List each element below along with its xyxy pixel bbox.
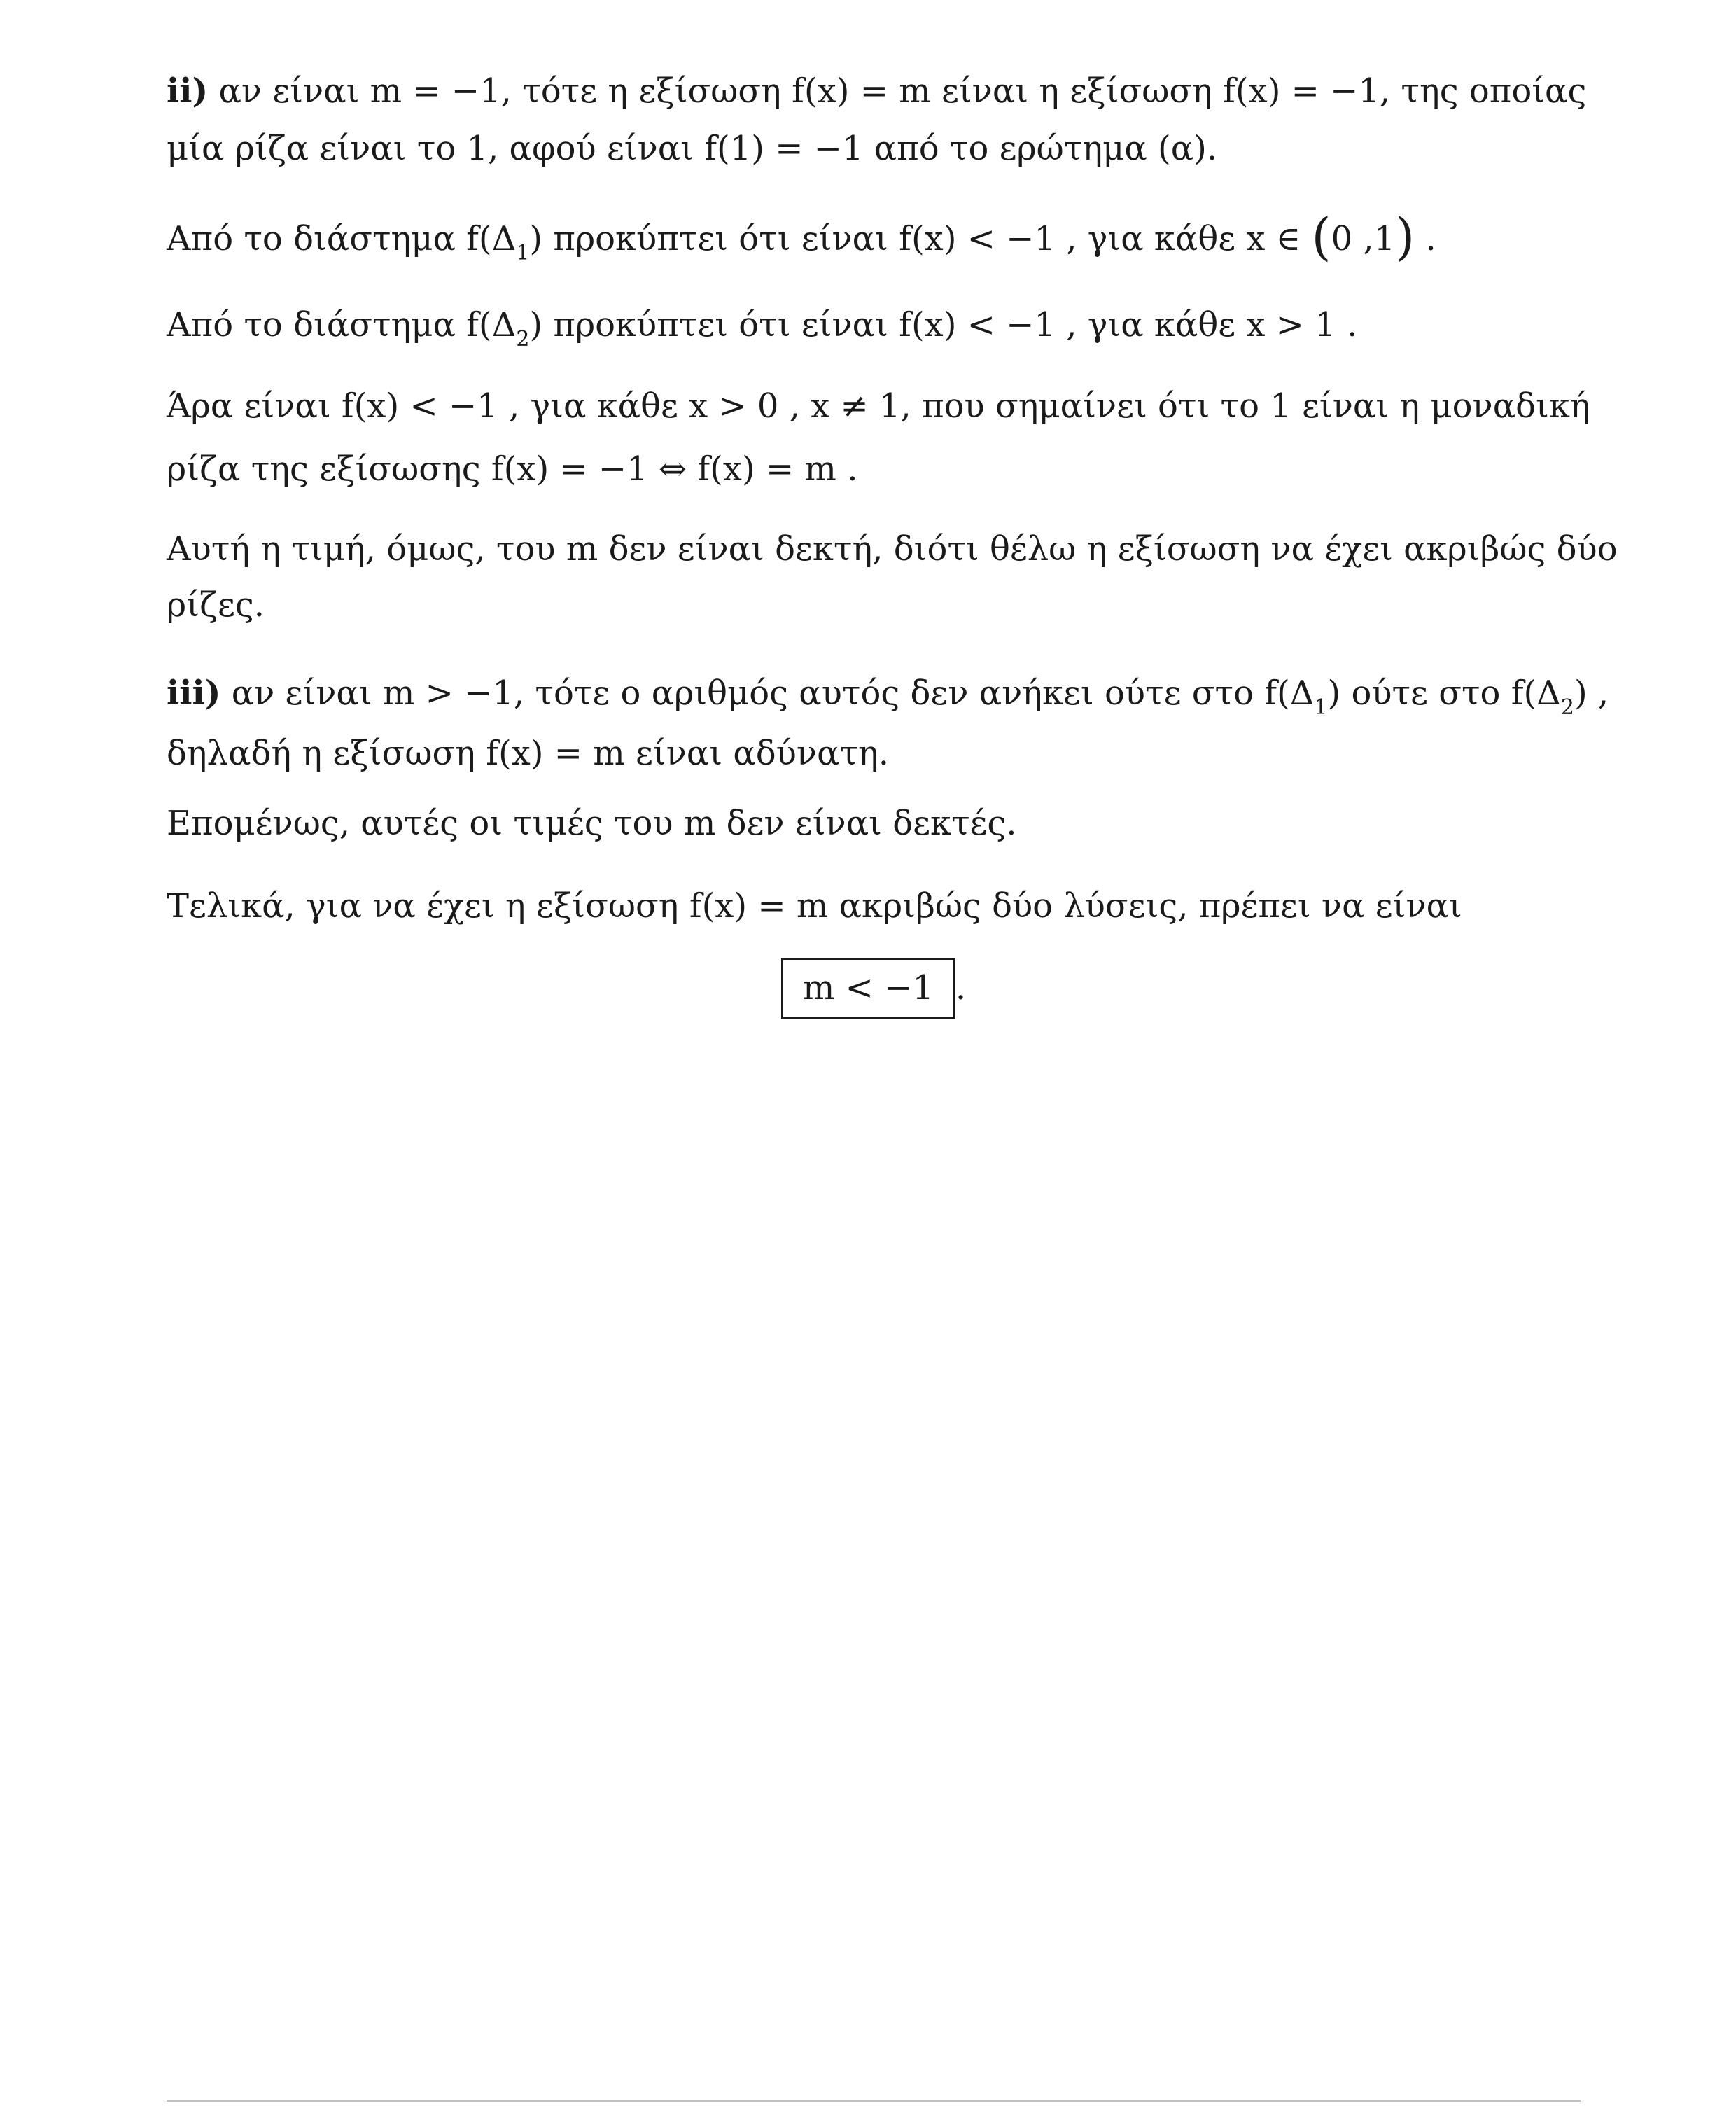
interval-2-statement: Από το διάστημα $f(\Delta_2)$ προκύπτει ότι είναι f(x) < −1 , για κάθε x > 1 . (167, 305, 1358, 351)
rejection-line-2: ρίζες. (167, 585, 265, 625)
interval-bounds: 0 ,1 (1331, 219, 1396, 258)
case-iii-label: iii) (167, 674, 221, 713)
subscript-1: 1 (516, 241, 530, 265)
subscript-1b: 1 (1314, 695, 1328, 720)
footer-rule (167, 2100, 1581, 2102)
answer-period: . (955, 968, 967, 1007)
conclusion-line-1: Άρα είναι f(x) < −1 , για κάθε x > 0 , x ≠ 1, που σημαίνει ότι το 1 είναι η μοναδική (167, 386, 1590, 426)
case-iii-line-1: iii) αν είναι m > −1, τότε ο αριθμός αυτός δεν ανήκει ούτε στο $f(\Delta_1)$ ούτε στο $f(\Delta_2)$ , (167, 674, 1609, 720)
conclusion-line-2: ρίζα της εξίσωσης f(x) = −1 ⇔ f(x) = m . (167, 449, 858, 489)
boxed-answer: m < −1 (781, 958, 955, 1019)
case-ii-text-1: αν είναι m = −1, τότε η εξίσωση f(x) = m είναι η εξίσωση f(x) = −1, της οποίας (218, 71, 1587, 111)
rejection-line-1: Αυτή η τιμή, όμως, του m δεν είναι δεκτή, διότι θέλω η εξίσωση να έχει ακριβώς δύο (167, 529, 1618, 569)
case-iii-line-2: δηλαδή η εξίσωση f(x) = m είναι αδύνατη. (167, 734, 890, 773)
case-ii-label: ii) (167, 71, 209, 111)
subscript-2b: 2 (1560, 695, 1574, 720)
final-answer-row (167, 958, 1581, 1019)
subscript-2: 2 (516, 327, 530, 351)
case-ii-line-1 (167, 70, 1586, 112)
interval-1-statement: Από το διάστημα $f(\Delta_1)$ προκύπτει ότι είναι f(x) < −1 , για κάθε x ∈ (0 ,1) . (167, 207, 1436, 266)
close-paren: ) (1395, 207, 1415, 266)
case-ii-line-2: μία ρίζα είναι το 1, αφού είναι f(1) = −1 από το ερώτημα (α). (167, 129, 1218, 168)
consequence-line: Επομένως, αυτές οι τιμές του m δεν είναι δεκτές. (167, 804, 1017, 843)
open-paren: ( (1311, 207, 1331, 266)
final-sentence: Τελικά, για να έχει η εξίσωση f(x) = m ακριβώς δύο λύσεις, πρέπει να είναι (167, 886, 1462, 926)
